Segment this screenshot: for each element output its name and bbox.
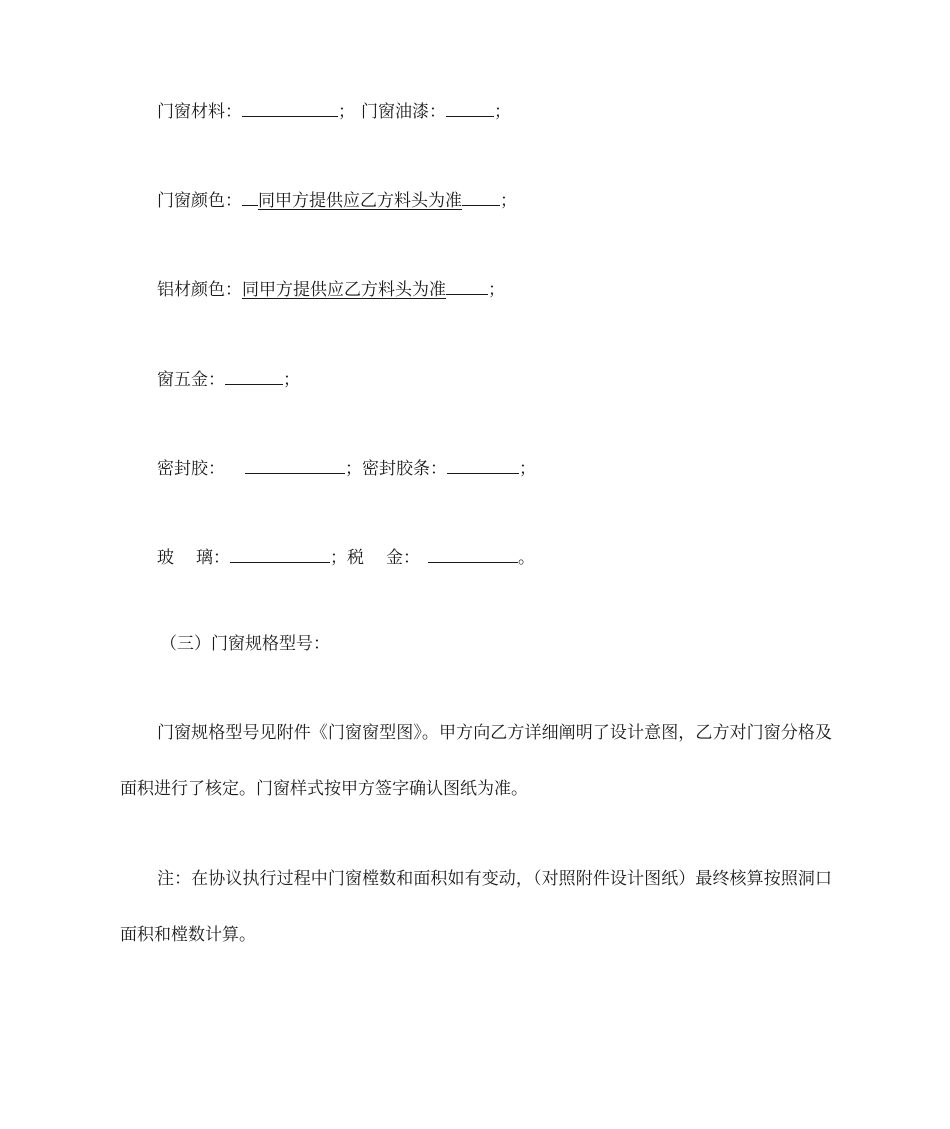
door-paint-end: ； <box>494 102 511 122</box>
note-paragraph: 注：在协议执行过程中门窗樘数和面积如有变动，（对照附件设计图纸）最终核算按照洞口面积和樘数计算。 <box>120 869 832 945</box>
door-color-line <box>157 187 517 212</box>
hardware-line <box>157 366 300 391</box>
door-paint-label: 门窗油漆： <box>361 102 446 122</box>
sealant-line <box>157 455 536 480</box>
alu-color-label: 铝材颜色： <box>157 280 242 300</box>
door-color-blank-right <box>462 187 500 206</box>
glass-tax-line <box>157 544 535 569</box>
tax-blank <box>428 544 518 563</box>
spec-paragraph: 门窗规格型号见附件《门窗窗型图》。甲方向乙方详细阐明了设计意图，乙方对门窗分格及面积进行了核定。门窗样式按甲方签字确认图纸为准。 <box>120 723 832 799</box>
sealant-blank <box>245 455 345 474</box>
glass-label-b: 璃： <box>196 548 230 568</box>
seal-strip-label: 密封胶条： <box>362 459 447 479</box>
door-color-value: 同甲方提供应乙方料头为准 <box>258 191 462 211</box>
tax-label-b: 金： <box>386 548 420 568</box>
glass-blank <box>230 544 330 563</box>
sealant-separator: ； <box>345 459 362 479</box>
alu-color-value: 同甲方提供应乙方料头为准 <box>242 280 446 300</box>
hardware-end: ； <box>283 370 300 390</box>
door-color-end: ； <box>500 191 517 211</box>
door-color-label: 门窗颜色： <box>157 191 242 211</box>
seal-strip-blank <box>447 455 519 474</box>
door-paint-blank <box>446 98 494 117</box>
glass-separator: ； <box>330 548 347 568</box>
hardware-blank <box>225 366 283 385</box>
glass-label-a: 玻 <box>157 548 174 568</box>
hardware-label: 窗五金： <box>157 370 225 390</box>
door-material-blank <box>242 98 338 117</box>
tax-label-a: 税 <box>347 548 364 568</box>
tax-end: 。 <box>518 548 535 568</box>
sealant-label: 密封胶： <box>157 459 225 479</box>
door-material-label: 门窗材料： <box>157 102 242 122</box>
section-heading: （三）门窗规格型号： <box>160 634 330 654</box>
alu-color-line <box>157 276 505 301</box>
alu-color-end: ； <box>488 280 505 300</box>
door-material-separator: ； <box>338 102 355 122</box>
alu-color-blank <box>446 276 488 295</box>
door-color-blank-left <box>242 187 258 206</box>
seal-strip-end: ； <box>519 459 536 479</box>
door-material-line <box>157 98 511 123</box>
